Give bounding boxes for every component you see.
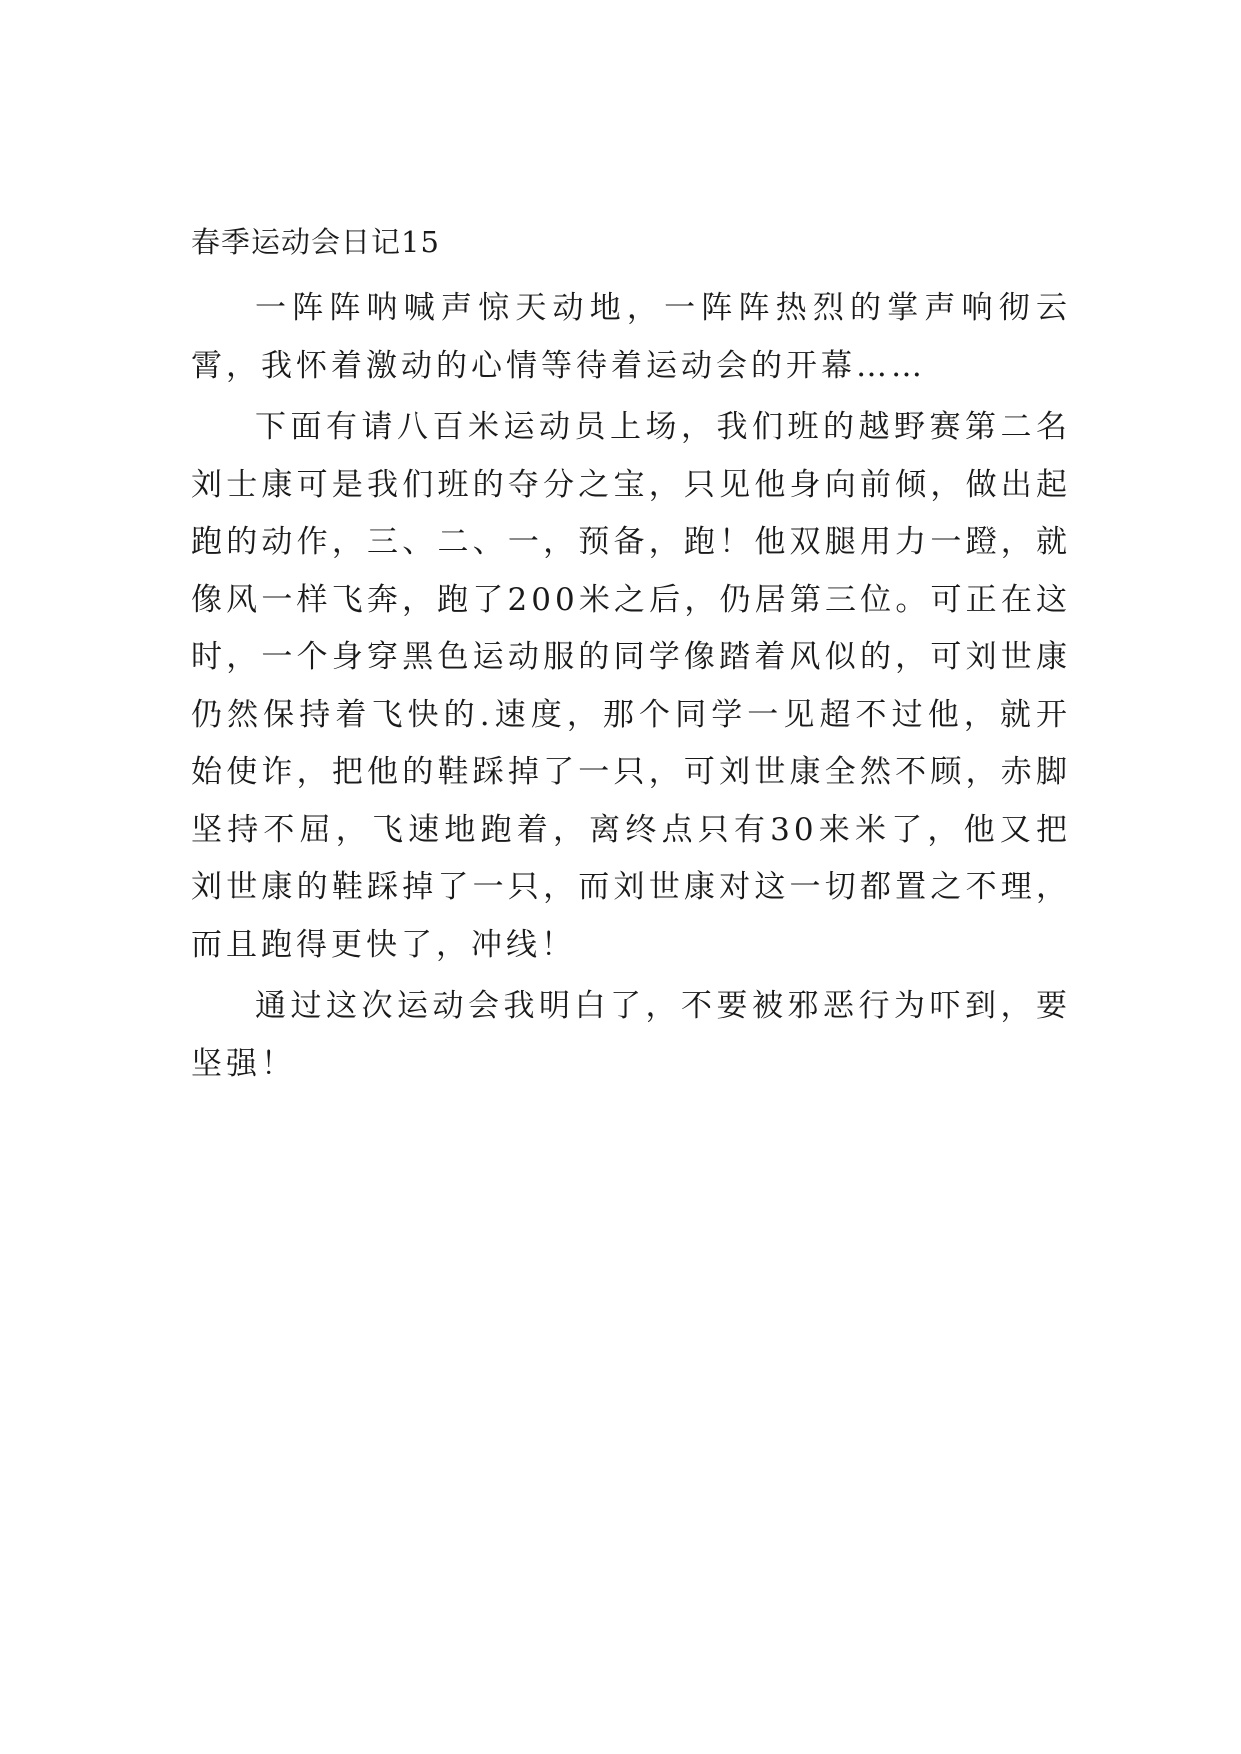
- document-title: 春季运动会日记15: [191, 225, 440, 259]
- paragraph-opening: 一阵阵呐喊声惊天动地，一阵阵热烈的掌声响彻云霄，我怀着激动的心情等待着运动会的开幕……: [191, 290, 1071, 384]
- paragraph-race: 下面有请八百米运动员上场，我们班的越野赛第二名刘士康可是我们班的夺分之宝，只见他身向前倾，做出起跑的动作，三、二、一，预备，跑！他双腿用力一蹬，就像风一样飞奔，跑了200米之后，仍居第三位。可正在这时，一个身穿黑色运动服的同学像踏着风似的，可刘世康仍然保持着飞快的.速度，那个同学一见超不过他，就开始使诈，把他的鞋踩掉了一只，可刘世康全然不顾，赤脚坚持不屈，飞速地跑着，离终点只有30来米了，他又把刘世康的鞋踩掉了一只，而刘世康对这一切都置之不理，而且跑得更快了，冲线！: [191, 409, 1071, 963]
- document-page: [191, 220, 1071, 1093]
- paragraph-conclusion: 通过这次运动会我明白了，不要被邪恶行为吓到，要坚强！: [191, 988, 1071, 1082]
